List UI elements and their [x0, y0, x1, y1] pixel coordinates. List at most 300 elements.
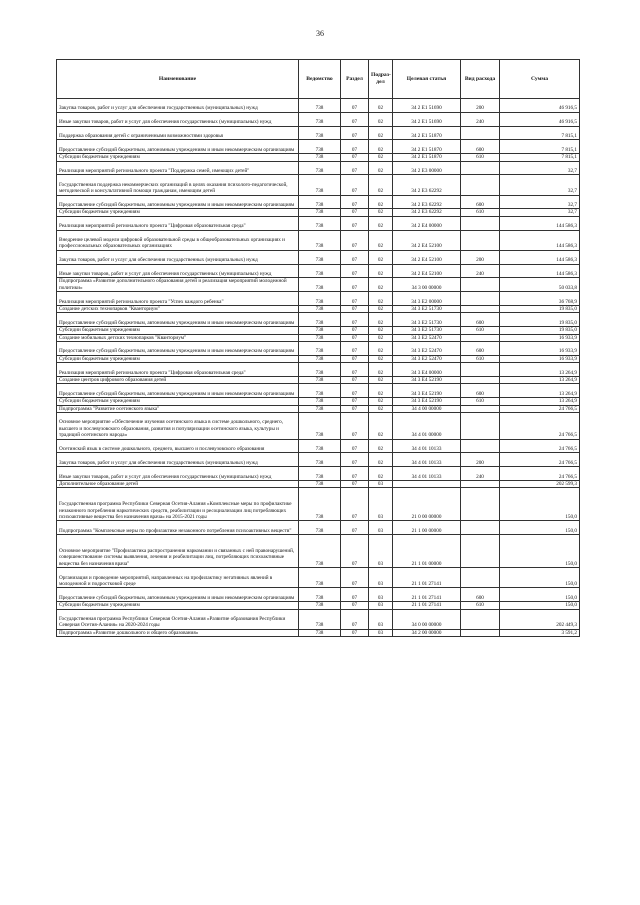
- cell-vid: 240: [461, 467, 500, 481]
- cell-ved: 738: [299, 413, 341, 440]
- cell-ved: 738: [299, 264, 341, 278]
- cell-razdel: 07: [341, 535, 369, 568]
- cell-name: Создание мобильных детских технопарков "Кванториум": [57, 334, 299, 341]
- cell-cel: 34 2 E4 52100: [393, 264, 461, 278]
- cell-cel: 34 3 E2 52470: [393, 341, 461, 355]
- cell-ved: 738: [299, 398, 341, 405]
- cell-vid: [461, 305, 500, 312]
- cell-razdel: 07: [341, 140, 369, 154]
- cell-ved: 738: [299, 154, 341, 161]
- cell-podrazdel: 02: [369, 292, 393, 306]
- cell-name: Государственная программа Республики Северная Осетия-Алания «Развитие образования Республики Северная Осетия-Алания» на 2020-2024 годы: [57, 609, 299, 629]
- cell-podrazdel: 02: [369, 398, 393, 405]
- cell-razdel: 07: [341, 209, 369, 216]
- table-row: [57, 278, 580, 292]
- table-header-row: [57, 60, 580, 99]
- cell-name: Предоставление субсидий бюджетным, автономным учреждениям и иным некоммерческим организациям: [57, 384, 299, 398]
- cell-summa: 7 815,1: [500, 154, 580, 161]
- cell-summa: 150,0: [500, 602, 580, 609]
- cell-podrazdel: 02: [369, 405, 393, 412]
- table-row: [57, 568, 580, 588]
- cell-name: Закупка товаров, работ и услуг для обеспечения государственных (муниципальных) нужд: [57, 453, 299, 467]
- cell-cel: 21 1 00 00000: [393, 521, 461, 535]
- cell-vid: [461, 376, 500, 383]
- cell-podrazdel: 02: [369, 355, 393, 362]
- cell-summa: 46 916,5: [500, 112, 580, 126]
- table-row: [57, 384, 580, 398]
- cell-ved: 738: [299, 327, 341, 334]
- cell-cel: 34 2 00 00000: [393, 629, 461, 636]
- cell-razdel: 07: [341, 439, 369, 453]
- cell-name: Создание детских технопарков "Кванториум": [57, 305, 299, 312]
- cell-razdel: 07: [341, 609, 369, 629]
- cell-name: Предоставление субсидий бюджетным, автономным учреждениям и иным некоммерческим организациям: [57, 313, 299, 327]
- cell-summa: 7 815,1: [500, 126, 580, 140]
- cell-summa: 24 766,5: [500, 453, 580, 467]
- table-row: [57, 140, 580, 154]
- cell-vid: 240: [461, 264, 500, 278]
- cell-razdel: 07: [341, 453, 369, 467]
- cell-summa: 13 264,9: [500, 376, 580, 383]
- cell-ved: 738: [299, 453, 341, 467]
- cell-cel: 34 0 00 00000: [393, 609, 461, 629]
- cell-razdel: 07: [341, 154, 369, 161]
- table-row: [57, 305, 580, 312]
- cell-cel: 34 3 00 00000: [393, 278, 461, 292]
- cell-name: Субсидии бюджетным учреждениям: [57, 209, 299, 216]
- cell-name: Субсидии бюджетным учреждениям: [57, 602, 299, 609]
- cell-cel: 34 4 01 00000: [393, 413, 461, 440]
- cell-ved: 738: [299, 602, 341, 609]
- cell-summa: 144 586,3: [500, 250, 580, 264]
- cell-name: Закупка товаров, работ и услуг для обеспечения государственных (муниципальных) нужд: [57, 250, 299, 264]
- cell-vid: 200: [461, 453, 500, 467]
- table-row: [57, 216, 580, 230]
- cell-vid: [461, 413, 500, 440]
- cell-razdel: 07: [341, 99, 369, 113]
- table-row: [57, 453, 580, 467]
- cell-summa: 7 815,1: [500, 140, 580, 154]
- cell-podrazdel: 03: [369, 521, 393, 535]
- cell-ved: 738: [299, 376, 341, 383]
- cell-razdel: 07: [341, 112, 369, 126]
- cell-ved: 738: [299, 363, 341, 377]
- cell-podrazdel: 02: [369, 154, 393, 161]
- cell-vid: 610: [461, 398, 500, 405]
- header-cel: Целевая статья: [393, 60, 461, 99]
- cell-cel: 34 2 E4 52100: [393, 230, 461, 250]
- cell-summa: 19 835,0: [500, 327, 580, 334]
- cell-podrazdel: 02: [369, 467, 393, 481]
- table-row: [57, 175, 580, 195]
- cell-summa: 19 835,0: [500, 313, 580, 327]
- cell-name: Осетинский язык в системе дошкольного, среднего, высшего и послевузовского образования: [57, 439, 299, 453]
- cell-vid: [461, 216, 500, 230]
- cell-ved: 738: [299, 568, 341, 588]
- table-row: [57, 467, 580, 481]
- cell-podrazdel: 03: [369, 588, 393, 602]
- cell-cel: 34 2 E4 00000: [393, 216, 461, 230]
- cell-vid: [461, 334, 500, 341]
- cell-podrazdel: 02: [369, 453, 393, 467]
- cell-razdel: 07: [341, 126, 369, 140]
- cell-podrazdel: 02: [369, 126, 393, 140]
- cell-razdel: 07: [341, 292, 369, 306]
- cell-ved: 738: [299, 278, 341, 292]
- cell-vid: [461, 292, 500, 306]
- cell-ved: 738: [299, 126, 341, 140]
- cell-podrazdel: 02: [369, 264, 393, 278]
- cell-summa: 32,7: [500, 195, 580, 209]
- header-summa: Сумма: [500, 60, 580, 99]
- cell-vid: [461, 126, 500, 140]
- table-row: [57, 535, 580, 568]
- cell-vid: [461, 521, 500, 535]
- cell-cel: 34 3 E2 52470: [393, 355, 461, 362]
- cell-summa: 150,0: [500, 588, 580, 602]
- cell-summa: 32,7: [500, 175, 580, 195]
- cell-summa: 150,0: [500, 568, 580, 588]
- cell-razdel: 07: [341, 355, 369, 362]
- cell-summa: 32,7: [500, 209, 580, 216]
- cell-ved: 738: [299, 521, 341, 535]
- cell-ved: 738: [299, 99, 341, 113]
- cell-summa: 16 933,9: [500, 355, 580, 362]
- cell-summa: 3 591,2: [500, 629, 580, 636]
- cell-summa: 150,0: [500, 521, 580, 535]
- cell-ved: 738: [299, 230, 341, 250]
- cell-razdel: 07: [341, 341, 369, 355]
- cell-razdel: 07: [341, 629, 369, 636]
- cell-razdel: 07: [341, 305, 369, 312]
- table-row: [57, 363, 580, 377]
- cell-razdel: 07: [341, 334, 369, 341]
- cell-cel: 34 2 E3 00000: [393, 161, 461, 175]
- cell-cel: 21 1 01 27141: [393, 588, 461, 602]
- cell-cel: 21 1 01 00000: [393, 535, 461, 568]
- cell-cel: 34 2 E3 62292: [393, 209, 461, 216]
- cell-summa: 19 835,0: [500, 305, 580, 312]
- cell-summa: 144 586,3: [500, 216, 580, 230]
- cell-razdel: 07: [341, 521, 369, 535]
- cell-ved: 738: [299, 175, 341, 195]
- cell-ved: 738: [299, 405, 341, 412]
- cell-ved: 738: [299, 588, 341, 602]
- cell-vid: 610: [461, 209, 500, 216]
- cell-podrazdel: 03: [369, 602, 393, 609]
- cell-vid: [461, 629, 500, 636]
- cell-name: Основное мероприятие "Профилактика распространения наркомании и связанных с ней правонарушений, совершенствование системы выявления, лечения и реабилитации лиц, потребляющих психоактивные вещества без назначения врача": [57, 535, 299, 568]
- cell-vid: [461, 278, 500, 292]
- cell-name: Предоставление субсидий бюджетным, автономным учреждениям и иным некоммерческим организациям: [57, 341, 299, 355]
- cell-name: Основное мероприятие «Обеспечение изучения осетинского языка в системе дошкольного, среднего, высшего и послевузовского образования, развития и популяризации осетинского языка, культуры и традиций осетинского народа»: [57, 413, 299, 440]
- table-row: [57, 126, 580, 140]
- cell-vid: 240: [461, 112, 500, 126]
- cell-podrazdel: 02: [369, 305, 393, 312]
- table-row: [57, 230, 580, 250]
- cell-name: Подпрограмма "Комплексные меры по профилактике незаконного потребления психоактивных веществ": [57, 521, 299, 535]
- cell-razdel: 07: [341, 264, 369, 278]
- cell-razdel: 07: [341, 250, 369, 264]
- cell-podrazdel: 02: [369, 413, 393, 440]
- table-row: [57, 154, 580, 161]
- cell-ved: 738: [299, 609, 341, 629]
- table-row: [57, 405, 580, 412]
- cell-cel: 34 3 E2 51730: [393, 327, 461, 334]
- cell-razdel: 07: [341, 230, 369, 250]
- cell-razdel: 07: [341, 216, 369, 230]
- cell-vid: [461, 568, 500, 588]
- cell-vid: [461, 405, 500, 412]
- cell-name: Государственная программа Республики Северная Осетия-Алания «Комплексные меры по профилактике незаконного потребления наркотических средств, реабилитации и ресоциализации лиц потребляющих психоактивные вещества без назначения врача» на 2015-2021 годы: [57, 488, 299, 521]
- cell-vid: [461, 161, 500, 175]
- cell-razdel: 07: [341, 480, 369, 487]
- cell-summa: 202 449,3: [500, 609, 580, 629]
- cell-razdel: 07: [341, 488, 369, 521]
- cell-vid: [461, 363, 500, 377]
- table-row: [57, 112, 580, 126]
- cell-summa: 24 766,5: [500, 439, 580, 453]
- cell-cel: 34 3 E2 52470: [393, 334, 461, 341]
- cell-summa: 150,0: [500, 488, 580, 521]
- cell-cel: 21 1 01 27141: [393, 568, 461, 588]
- header-ved: Ведомство: [299, 60, 341, 99]
- cell-summa: 24 766,5: [500, 405, 580, 412]
- cell-vid: 610: [461, 602, 500, 609]
- cell-razdel: 07: [341, 195, 369, 209]
- cell-vid: 600: [461, 588, 500, 602]
- table-row: [57, 209, 580, 216]
- cell-ved: 738: [299, 488, 341, 521]
- cell-podrazdel: 02: [369, 363, 393, 377]
- cell-cel: 34 3 E4 52190: [393, 384, 461, 398]
- cell-ved: 738: [299, 341, 341, 355]
- cell-podrazdel: 02: [369, 140, 393, 154]
- cell-ved: 738: [299, 305, 341, 312]
- cell-razdel: 07: [341, 413, 369, 440]
- table-row: [57, 480, 580, 487]
- cell-cel: [393, 480, 461, 487]
- cell-summa: 24 766,5: [500, 467, 580, 481]
- cell-name: Подпрограмма "Развитие осетинского языка": [57, 405, 299, 412]
- cell-razdel: 07: [341, 376, 369, 383]
- table-row: [57, 264, 580, 278]
- cell-cel: 34 3 E4 52190: [393, 398, 461, 405]
- cell-name: Подпрограмма «Развитие дополнительного образования детей и реализация мероприятий молодежной политики»: [57, 278, 299, 292]
- cell-podrazdel: 03: [369, 488, 393, 521]
- cell-podrazdel: 02: [369, 216, 393, 230]
- cell-cel: 34 4 01 10133: [393, 453, 461, 467]
- cell-vid: 200: [461, 250, 500, 264]
- cell-ved: 738: [299, 467, 341, 481]
- cell-summa: 46 916,5: [500, 99, 580, 113]
- cell-cel: 34 3 E4 00000: [393, 363, 461, 377]
- table-row: [57, 250, 580, 264]
- cell-name: Реализация мероприятий регионального проекта "Цифровая образовательная среда": [57, 216, 299, 230]
- cell-vid: 600: [461, 195, 500, 209]
- table-row: [57, 376, 580, 383]
- cell-summa: 50 033,8: [500, 278, 580, 292]
- cell-razdel: 07: [341, 327, 369, 334]
- cell-ved: 738: [299, 250, 341, 264]
- cell-vid: [461, 175, 500, 195]
- header-name: Наименование: [57, 60, 299, 99]
- cell-ved: 738: [299, 209, 341, 216]
- cell-cel: 34 2 E1 51690: [393, 112, 461, 126]
- table-row: [57, 327, 580, 334]
- cell-name: Предоставление субсидий бюджетным, автономным учреждениям и иным некоммерческим организациям: [57, 140, 299, 154]
- cell-ved: 738: [299, 535, 341, 568]
- table-row: [57, 99, 580, 113]
- cell-podrazdel: 02: [369, 112, 393, 126]
- table-row: [57, 313, 580, 327]
- table-row: [57, 355, 580, 362]
- cell-podrazdel: 02: [369, 341, 393, 355]
- table-row: [57, 161, 580, 175]
- cell-podrazdel: 02: [369, 250, 393, 264]
- cell-vid: [461, 230, 500, 250]
- table-row: [57, 609, 580, 629]
- cell-cel: 34 2 E1 51870: [393, 140, 461, 154]
- cell-podrazdel: 03: [369, 480, 393, 487]
- table-body: [57, 99, 580, 637]
- cell-cel: 34 2 E3 62292: [393, 175, 461, 195]
- cell-cel: 34 2 E4 52100: [393, 250, 461, 264]
- cell-name: Государственная поддержка некоммерческих организаций в целях оказания психолого-педагогической, методической и консультативной помощи гражданам, имеющим детей: [57, 175, 299, 195]
- cell-cel: 21 1 01 27141: [393, 602, 461, 609]
- cell-podrazdel: 02: [369, 175, 393, 195]
- cell-summa: 13 264,9: [500, 384, 580, 398]
- cell-name: Реализация мероприятий регионального проекта "Цифровая образовательная среда": [57, 363, 299, 377]
- cell-podrazdel: 02: [369, 278, 393, 292]
- cell-name: Внедрение целевой модели цифровой образовательной среды в общеобразовательных организациях и профессиональных образовательных организациях: [57, 230, 299, 250]
- cell-ved: 738: [299, 629, 341, 636]
- cell-vid: [461, 609, 500, 629]
- page-number: 36: [316, 29, 324, 38]
- cell-razdel: 07: [341, 363, 369, 377]
- header-podrazdel: Подраз- дел: [369, 60, 393, 99]
- cell-podrazdel: 03: [369, 535, 393, 568]
- cell-vid: 600: [461, 313, 500, 327]
- cell-ved: 738: [299, 313, 341, 327]
- cell-ved: 738: [299, 195, 341, 209]
- table-row: [57, 292, 580, 306]
- cell-name: Реализация мероприятий регионального проекта "Поддержка семей, имеющих детей": [57, 161, 299, 175]
- header-razdel: Раздел: [341, 60, 369, 99]
- cell-vid: 600: [461, 384, 500, 398]
- table-row: [57, 413, 580, 440]
- cell-cel: 34 2 E1 51690: [393, 99, 461, 113]
- cell-vid: [461, 488, 500, 521]
- cell-summa: 144 586,3: [500, 264, 580, 278]
- cell-cel: 34 3 E2 00000: [393, 292, 461, 306]
- cell-name: Реализация мероприятий регионального проекта "Успех каждого ребенка": [57, 292, 299, 306]
- cell-ved: 738: [299, 439, 341, 453]
- cell-razdel: 07: [341, 588, 369, 602]
- cell-razdel: 07: [341, 602, 369, 609]
- cell-podrazdel: 02: [369, 195, 393, 209]
- cell-name: Подпрограмма «Развитие дошкольного и общего образования»: [57, 629, 299, 636]
- cell-vid: [461, 535, 500, 568]
- header-vid: Вид расхода: [461, 60, 500, 99]
- cell-summa: 13 264,9: [500, 398, 580, 405]
- cell-razdel: 07: [341, 313, 369, 327]
- cell-ved: 738: [299, 480, 341, 487]
- cell-vid: 600: [461, 341, 500, 355]
- cell-razdel: 07: [341, 175, 369, 195]
- table-row: [57, 588, 580, 602]
- table-row: [57, 341, 580, 355]
- cell-podrazdel: 03: [369, 568, 393, 588]
- cell-ved: 738: [299, 355, 341, 362]
- cell-vid: 610: [461, 327, 500, 334]
- table-row: [57, 629, 580, 636]
- cell-podrazdel: 03: [369, 609, 393, 629]
- cell-podrazdel: 02: [369, 209, 393, 216]
- cell-razdel: 07: [341, 398, 369, 405]
- cell-ved: 738: [299, 216, 341, 230]
- cell-summa: 144 586,3: [500, 230, 580, 250]
- cell-vid: [461, 480, 500, 487]
- cell-ved: 738: [299, 384, 341, 398]
- table-row: [57, 334, 580, 341]
- cell-cel: 34 2 E3 62292: [393, 195, 461, 209]
- cell-summa: 36 768,9: [500, 292, 580, 306]
- cell-razdel: 07: [341, 278, 369, 292]
- cell-summa: 16 933,9: [500, 334, 580, 341]
- cell-name: Дополнительное образование детей: [57, 480, 299, 487]
- cell-name: Иные закупки товаров, работ и услуг для обеспечения государственных (муниципальных) нужд: [57, 112, 299, 126]
- cell-podrazdel: 03: [369, 629, 393, 636]
- cell-name: Создание центров цифрового образования детей: [57, 376, 299, 383]
- cell-summa: 202 599,3: [500, 480, 580, 487]
- cell-ved: 738: [299, 292, 341, 306]
- cell-cel: 34 4 01 10133: [393, 467, 461, 481]
- cell-name: Организация и проведение мероприятий, направленных на профилактику негативных явлений в молодежной и подростковой среде: [57, 568, 299, 588]
- cell-ved: 738: [299, 140, 341, 154]
- cell-cel: 34 4 00 00000: [393, 405, 461, 412]
- cell-name: Субсидии бюджетным учреждениям: [57, 327, 299, 334]
- cell-ved: 738: [299, 334, 341, 341]
- cell-podrazdel: 02: [369, 384, 393, 398]
- cell-vid: 200: [461, 99, 500, 113]
- cell-podrazdel: 02: [369, 161, 393, 175]
- cell-name: Иные закупки товаров, работ и услуг для обеспечения государственных (муниципальных) нужд: [57, 467, 299, 481]
- cell-summa: 24 766,5: [500, 413, 580, 440]
- table-row: [57, 398, 580, 405]
- cell-summa: 16 933,9: [500, 341, 580, 355]
- cell-name: Иные закупки товаров, работ и услуг для обеспечения государственных (муниципальных) нужд: [57, 264, 299, 278]
- cell-summa: 32,7: [500, 161, 580, 175]
- cell-ved: 738: [299, 161, 341, 175]
- table-row: [57, 439, 580, 453]
- cell-name: Предоставление субсидий бюджетным, автономным учреждениям и иным некоммерческим организациям: [57, 588, 299, 602]
- cell-podrazdel: 02: [369, 376, 393, 383]
- cell-razdel: 07: [341, 405, 369, 412]
- cell-cel: 21 0 00 00000: [393, 488, 461, 521]
- table-row: [57, 521, 580, 535]
- cell-podrazdel: 02: [369, 334, 393, 341]
- cell-vid: [461, 439, 500, 453]
- cell-podrazdel: 02: [369, 313, 393, 327]
- cell-cel: 34 3 E4 52190: [393, 376, 461, 383]
- cell-razdel: 07: [341, 568, 369, 588]
- cell-cel: 34 2 E1 51870: [393, 154, 461, 161]
- table-row: [57, 602, 580, 609]
- cell-cel: 34 3 E2 51730: [393, 305, 461, 312]
- budget-table: [56, 59, 580, 637]
- cell-name: Предоставление субсидий бюджетным, автономным учреждениям и иным некоммерческим организациям: [57, 195, 299, 209]
